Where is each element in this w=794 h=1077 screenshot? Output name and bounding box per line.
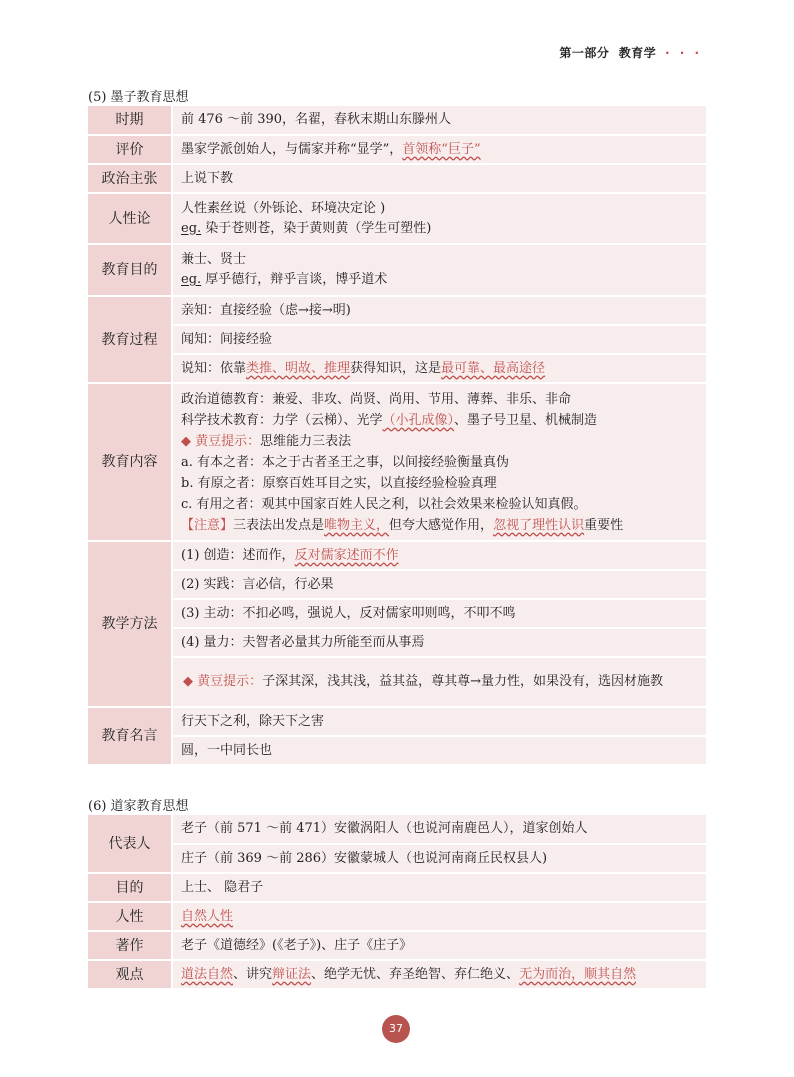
note-label: 【注意】 bbox=[181, 517, 234, 533]
row-value bbox=[172, 902, 706, 931]
row-value bbox=[172, 135, 706, 164]
table-row bbox=[88, 931, 706, 960]
value-text: 说知：依靠 bbox=[181, 360, 247, 376]
eg-label: eg. bbox=[181, 272, 202, 287]
eg-label: eg. bbox=[181, 220, 202, 236]
value-line: a. 有本之者：本之于古者圣王之事，以间接经验衡量真伪 bbox=[181, 454, 510, 470]
highlight-text: 最可靠、最高途径 bbox=[441, 360, 546, 376]
table-row bbox=[88, 873, 706, 902]
value-line: 兼士、贤士 bbox=[181, 252, 247, 267]
table-row bbox=[88, 657, 706, 707]
value-text: 厚乎德行，辩乎言谈，博乎道术 bbox=[201, 272, 388, 287]
row-value: (2) 实践：言必信，行必果 bbox=[172, 570, 706, 599]
highlight-text: 无为而治，顺其自然 bbox=[519, 966, 637, 982]
diamond-icon: ◆ bbox=[181, 433, 191, 449]
row-value bbox=[172, 657, 706, 707]
row-key: 时期 bbox=[88, 106, 172, 135]
row-key: 代表人 bbox=[88, 815, 172, 873]
row-value bbox=[172, 244, 706, 296]
header-part: 第一部分 bbox=[559, 46, 610, 60]
value-text: 、墨子号卫星、机械制造 bbox=[454, 412, 598, 428]
row-value: 圆，一中同长也 bbox=[172, 736, 706, 765]
value-text: 获得知识，这是 bbox=[350, 360, 442, 376]
row-key: 教育目的 bbox=[88, 244, 172, 296]
value-text: 但夸大感觉作用， bbox=[389, 517, 494, 533]
row-value: 庄子（前 369 ～前 286）安徽蒙城人（也说河南商丘民权县人) bbox=[172, 844, 706, 873]
highlight-text: 类推、明故、推理 bbox=[246, 360, 351, 376]
row-key: 观点 bbox=[88, 960, 172, 989]
table-row bbox=[88, 628, 706, 657]
row-value: 闻知：间接经验 bbox=[172, 325, 706, 354]
value-text: 、绝学无忧、弃圣绝智、弃仁绝义、 bbox=[311, 966, 520, 982]
section-title-daojia: (6) 道家教育思想 bbox=[88, 799, 189, 814]
highlight-text: 辩证法 bbox=[272, 966, 312, 982]
tip-text: 子深其深，浅其浅，益其益，尊其尊→量力性，如果没有，选因材施教 bbox=[262, 674, 664, 689]
table-row bbox=[88, 244, 706, 296]
page-number-badge: 37 bbox=[382, 1015, 410, 1043]
value-line bbox=[181, 270, 698, 290]
tip-label: 黄豆提示： bbox=[197, 674, 263, 689]
table-row bbox=[88, 164, 706, 193]
row-value: 亲知：直接经验（虑→接→明) bbox=[172, 296, 706, 325]
highlight-text: 首领称“巨子” bbox=[402, 141, 481, 157]
row-key: 教育过程 bbox=[88, 296, 172, 383]
row-value bbox=[172, 193, 706, 244]
value-text: 、讲究 bbox=[233, 966, 273, 982]
row-key: 评价 bbox=[88, 135, 172, 164]
row-key: 目的 bbox=[88, 873, 172, 902]
value-line: 政治道德教育：兼爱、非攻、尚贤、尚用、节用、薄葬、非乐、非命 bbox=[181, 391, 572, 407]
value-text: 重要性 bbox=[584, 517, 624, 533]
row-key: 教学方法 bbox=[88, 541, 172, 707]
row-value bbox=[172, 960, 706, 989]
table-row bbox=[88, 707, 706, 736]
value-line: 人性素丝说（外铄论、环境决定论 ) bbox=[181, 200, 386, 216]
tip-line bbox=[181, 431, 698, 452]
row-value: 行天下之利，除天下之害 bbox=[172, 707, 706, 736]
value-line bbox=[181, 219, 698, 239]
row-value: (3) 主动：不扣必鸣，强说人，反对儒家叩则鸣，不叩不鸣 bbox=[172, 599, 706, 628]
row-key: 教育内容 bbox=[88, 383, 172, 541]
value-text: (1) 创造：述而作， bbox=[181, 547, 295, 563]
table-row bbox=[88, 325, 706, 354]
mozi-table bbox=[88, 106, 706, 766]
diamond-icon: ◆ bbox=[183, 674, 193, 689]
value-text: 染于苍则苍，染于黄则黄（学生可塑性) bbox=[201, 220, 432, 236]
value-line: b. 有原之者：原察百姓耳目之实，以直接经验检验真理 bbox=[181, 475, 497, 491]
value-line bbox=[181, 410, 698, 431]
row-value: 上士、 隐君子 bbox=[172, 873, 706, 902]
value-line: c. 有用之者：观其中国家百姓人民之利，以社会效果来检验认知真假。 bbox=[181, 496, 587, 512]
highlight-text: 反对儒家述而不作 bbox=[294, 547, 399, 563]
running-header bbox=[559, 44, 702, 61]
row-value: 前 476 ～前 390，名翟，春秋末期山东滕州人 bbox=[172, 106, 706, 135]
highlight-text: 唯物主义， bbox=[324, 517, 390, 533]
table-row bbox=[88, 383, 706, 541]
highlight-text: 道法自然 bbox=[181, 966, 234, 982]
table-row bbox=[88, 902, 706, 931]
table-row bbox=[88, 135, 706, 164]
table-row bbox=[88, 599, 706, 628]
row-value: 老子《道德经》(《老子》)、庄子《庄子》 bbox=[172, 931, 706, 960]
table-row bbox=[88, 736, 706, 765]
header-subject: 教育学 bbox=[618, 46, 657, 60]
table-row bbox=[88, 960, 706, 989]
tip-label: 黄豆提示： bbox=[195, 433, 261, 449]
row-value bbox=[172, 541, 706, 570]
value-text: 科学技术教育：力学（云梯）、光学 bbox=[181, 412, 383, 428]
row-key: 教育名言 bbox=[88, 707, 172, 765]
row-key: 著作 bbox=[88, 931, 172, 960]
table-row bbox=[88, 106, 706, 135]
daojia-table bbox=[88, 815, 706, 990]
value-text: 墨家学派创始人，与儒家并称“显学”， bbox=[181, 141, 403, 157]
highlight-text: 忽视了理性认识 bbox=[493, 517, 585, 533]
row-value: 上说下教 bbox=[172, 164, 706, 193]
table-row bbox=[88, 570, 706, 599]
row-key: 人性 bbox=[88, 902, 172, 931]
table-row bbox=[88, 193, 706, 244]
row-key: 人性论 bbox=[88, 193, 172, 244]
note-line bbox=[181, 515, 698, 536]
highlight-text: 自然人性 bbox=[181, 908, 234, 924]
table-row bbox=[88, 296, 706, 325]
row-key: 政治主张 bbox=[88, 164, 172, 193]
header-dots: · · · bbox=[664, 46, 702, 60]
row-value: (4) 量力：夫智者必量其力所能至而从事焉 bbox=[172, 628, 706, 657]
table-row bbox=[88, 541, 706, 570]
row-value: 老子（前 571 ～前 471）安徽涡阳人（也说河南鹿邑人），道家创始人 bbox=[172, 815, 706, 844]
section-title-mozi: (5) 墨子教育思想 bbox=[88, 90, 189, 105]
table-row bbox=[88, 354, 706, 383]
table-row bbox=[88, 844, 706, 873]
value-text: 三表法出发点是 bbox=[233, 517, 325, 533]
highlight-text: （小孔成像） bbox=[382, 412, 455, 428]
row-value bbox=[172, 354, 706, 383]
table-row bbox=[88, 815, 706, 844]
row-value bbox=[172, 383, 706, 541]
tip-text: 思维能力三表法 bbox=[260, 433, 352, 449]
